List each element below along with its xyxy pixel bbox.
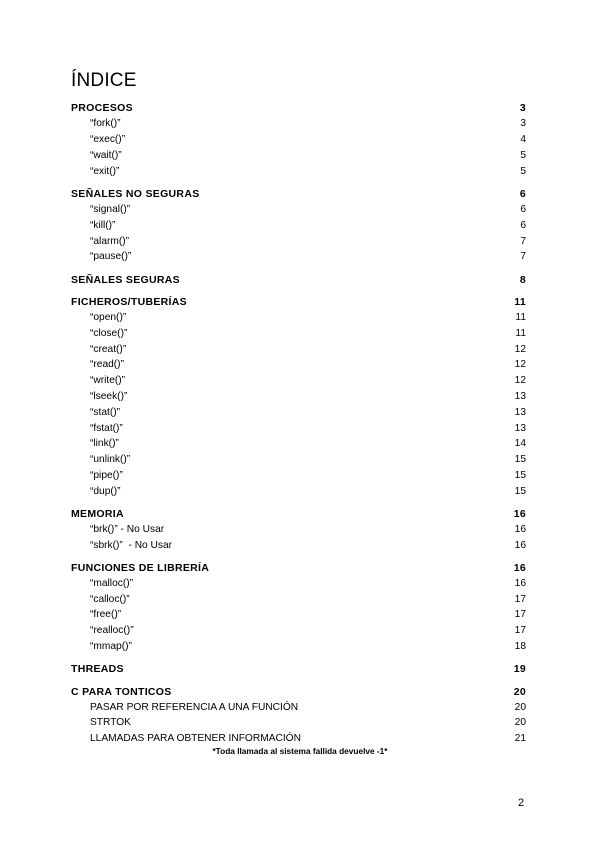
toc-entry-row[interactable]: [71, 407, 526, 423]
toc-entry-label: LLAMADAS PARA OBTENER INFORMACIÓN: [90, 733, 301, 745]
toc-entry-row[interactable]: [71, 312, 526, 328]
toc-heading-row[interactable]: [71, 274, 526, 290]
toc-heading-row[interactable]: [71, 188, 526, 204]
toc-entry-page: 7: [520, 235, 526, 247]
toc-heading-label: SEÑALES NO SEGURAS: [71, 187, 200, 200]
toc-entry-page: 16: [514, 523, 526, 535]
toc-entry-page: 15: [514, 469, 526, 481]
toc-entry-label: “brk()” - No Usar: [90, 523, 165, 535]
toc-heading-label: MEMORIA: [71, 507, 124, 520]
toc-section: [71, 296, 526, 502]
toc-heading-page: 8: [519, 273, 526, 286]
toc-entry-row[interactable]: [71, 375, 526, 391]
toc-entry-label: “fstat()”: [90, 422, 123, 434]
toc-entry-row[interactable]: [71, 204, 526, 220]
toc-entry-row[interactable]: [71, 391, 526, 407]
toc-heading-page: 16: [513, 561, 526, 574]
toc-entry-page: 16: [514, 539, 526, 551]
toc-entry-page: 14: [514, 438, 526, 450]
toc-entry-page: 3: [520, 118, 526, 130]
toc-entry-label: “read()”: [90, 359, 124, 371]
toc-entry-row[interactable]: [71, 717, 526, 733]
toc-entry-row[interactable]: [71, 702, 526, 718]
toc-entry-label: STRTOK: [90, 717, 131, 729]
toc-entry-row[interactable]: [71, 236, 526, 252]
toc-entry-label: “lseek()”: [90, 390, 128, 402]
toc-entry-row[interactable]: [71, 540, 526, 556]
toc-entry-label: “kill()”: [90, 219, 116, 231]
toc-entry-label: “sbrk()” - No Usar: [90, 539, 173, 551]
toc-heading-page: 3: [519, 102, 526, 115]
toc-entry-row[interactable]: [71, 359, 526, 375]
toc-entry-row[interactable]: [71, 344, 526, 360]
toc-section: [71, 188, 526, 267]
toc-entry-page: 13: [514, 406, 526, 418]
toc-section: [71, 274, 526, 290]
toc-entry-page: 4: [520, 134, 526, 146]
toc-entry-label: “realloc()”: [90, 625, 134, 637]
toc-entry-page: 6: [520, 219, 526, 231]
toc-entry-label: “pipe()”: [90, 469, 123, 481]
toc-entry-page: 20: [514, 717, 526, 729]
toc-heading-page: 19: [513, 663, 526, 676]
toc-entry-label: “open()”: [90, 311, 127, 323]
toc-entry-row[interactable]: [71, 118, 526, 134]
toc-entry-page: 20: [514, 701, 526, 713]
toc-entry-page: 21: [514, 733, 526, 745]
toc-entry-label: “signal()”: [90, 203, 131, 215]
toc-section: [71, 686, 526, 749]
toc-entry-page: 17: [514, 609, 526, 621]
toc-entry-row[interactable]: [71, 251, 526, 267]
toc-heading-row[interactable]: [71, 102, 526, 118]
toc-entry-row[interactable]: [71, 470, 526, 486]
toc-entry-row[interactable]: [71, 166, 526, 182]
toc-entry-row[interactable]: [71, 578, 526, 594]
page-title: ÍNDICE: [71, 70, 137, 91]
toc-entry-row[interactable]: [71, 594, 526, 610]
toc-entry-label: “close()”: [90, 327, 128, 339]
toc-heading-row[interactable]: [71, 296, 526, 312]
toc-entry-label: “calloc()”: [90, 593, 130, 605]
toc-entry-label: “creat()”: [90, 343, 127, 355]
toc-heading-page: 6: [519, 187, 526, 200]
toc-heading-label: FICHEROS/TUBERÍAS: [71, 295, 187, 308]
toc-entry-label: “fork()”: [90, 118, 121, 130]
toc-entry-row[interactable]: [71, 625, 526, 641]
toc-entry-label: “pause()”: [90, 251, 132, 263]
toc-entry-row[interactable]: [71, 609, 526, 625]
toc-entry-page: 6: [520, 203, 526, 215]
toc-heading-label: SEÑALES SEGURAS: [71, 273, 180, 286]
toc-section: [71, 562, 526, 657]
toc-entry-row[interactable]: [71, 150, 526, 166]
toc-entry-page: 5: [520, 149, 526, 161]
toc-entry-row[interactable]: [71, 438, 526, 454]
toc-entry-page: 13: [514, 422, 526, 434]
toc-entry-label: “write()”: [90, 375, 126, 387]
toc-entry-row[interactable]: [71, 423, 526, 439]
toc-section: [71, 508, 526, 556]
toc-entry-row[interactable]: [71, 486, 526, 502]
toc-entry-page: 15: [514, 454, 526, 466]
toc-entry-label: “exit()”: [90, 165, 120, 177]
toc-entry-row[interactable]: [71, 454, 526, 470]
toc-entry-page: 16: [514, 577, 526, 589]
toc-entry-page: 13: [514, 390, 526, 402]
toc-entry-label: “stat()”: [90, 406, 120, 418]
footnote: *Toda llamada al sistema fallida devuelve -1*: [212, 746, 388, 756]
toc-heading-label: FUNCIONES DE LIBRERÍA: [71, 561, 210, 574]
toc-entry-label: “mmap()”: [90, 641, 132, 653]
toc-entry-label: “link()”: [90, 438, 119, 450]
toc-heading-label: PROCESOS: [71, 102, 133, 115]
toc-heading-page: 20: [513, 685, 526, 698]
table-of-contents: [71, 96, 526, 749]
toc-entry-row[interactable]: [71, 524, 526, 540]
toc-entry-label: “free()”: [90, 609, 122, 621]
toc-heading-page: 16: [513, 507, 526, 520]
toc-entry-label: “alarm()”: [90, 235, 130, 247]
toc-heading-row[interactable]: [71, 562, 526, 578]
toc-entry-label: “malloc()”: [90, 577, 134, 589]
toc-entry-page: 12: [514, 375, 526, 387]
toc-entry-label: “dup()”: [90, 485, 121, 497]
toc-entry-label: “wait()”: [90, 149, 122, 161]
toc-section: [71, 102, 526, 181]
toc-heading-row[interactable]: [71, 663, 526, 679]
toc-entry-page: 12: [514, 343, 526, 355]
toc-entry-page: 17: [514, 625, 526, 637]
toc-entry-page: 15: [514, 485, 526, 497]
toc-entry-row[interactable]: [71, 220, 526, 236]
toc-entry-label: PASAR POR REFERENCIA A UNA FUNCIÓN: [90, 701, 299, 713]
toc-heading-label: THREADS: [71, 663, 124, 676]
toc-heading-label: C PARA TONTICOS: [71, 685, 172, 698]
toc-heading-row[interactable]: [71, 508, 526, 524]
toc-entry-page: 11: [515, 311, 526, 323]
toc-entry-page: 7: [520, 251, 526, 263]
toc-entry-row[interactable]: [71, 641, 526, 657]
toc-entry-page: 17: [514, 593, 526, 605]
toc-entry-page: 5: [520, 165, 526, 177]
toc-entry-page: 11: [515, 327, 526, 339]
toc-heading-row[interactable]: [71, 686, 526, 702]
toc-entry-page: 12: [514, 359, 526, 371]
toc-entry-label: “exec()”: [90, 134, 126, 146]
toc-entry-row[interactable]: [71, 134, 526, 150]
toc-section: [71, 663, 526, 679]
toc-heading-page: 11: [514, 295, 526, 308]
toc-entry-page: 18: [514, 641, 526, 653]
page-number: 2: [518, 797, 525, 809]
toc-entry-row[interactable]: [71, 328, 526, 344]
toc-entry-label: “unlink()”: [90, 454, 131, 466]
